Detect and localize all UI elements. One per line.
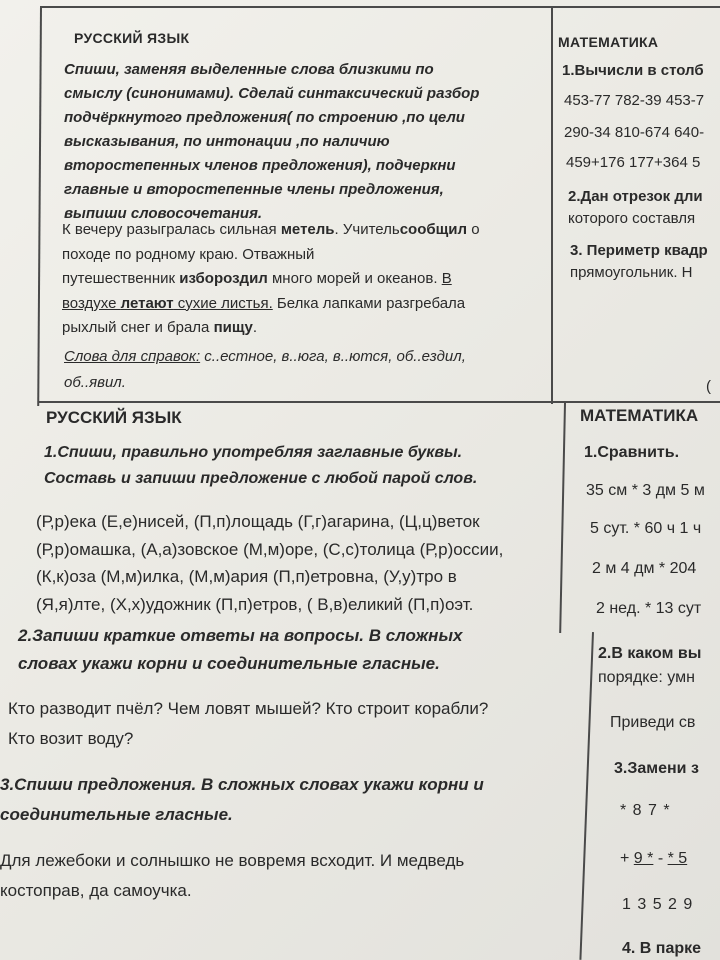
- instruction-line: главные и второстепенные члены предложения,: [64, 181, 444, 198]
- math-row: 459+176 177+364 5: [566, 154, 701, 171]
- instruction-line: выпиши словосочетания.: [64, 205, 263, 222]
- top-exercise-text: [62, 218, 480, 341]
- top-border: [40, 6, 720, 8]
- math-row: 453-77 782-39 453-7: [564, 92, 705, 109]
- compare-row: 2 нед. * 13 сут: [596, 600, 702, 617]
- bottom-right-title: МАТЕМАТИКА: [580, 406, 699, 425]
- reference-words-line: об..явил.: [64, 374, 126, 391]
- math-task-3: 3. Периметр квадр прямоугольник. Н: [570, 242, 708, 281]
- puzzle-row-1: * 8 7 *: [620, 802, 671, 819]
- task-1-instruction: 1.Спиши, правильно употребляя заглавные буквы. Составь и запиши предложение с любой парой слов.: [44, 444, 478, 487]
- text-line: рыхлый снег и брала пищу.: [62, 319, 258, 336]
- highlighted-word: метель: [280, 221, 335, 238]
- math-task-2-example: Приведи св: [610, 714, 696, 731]
- top-column-divider: [551, 6, 553, 404]
- underlined-sentence: воздухе летают сухие листья.: [62, 294, 273, 312]
- instruction-line: второстепенных членов предложения), подчеркни: [64, 157, 456, 174]
- math-task-1-title: 1.Вычисли в столб: [562, 62, 704, 79]
- text-line: путешественник избороздил много морей и океанов. В: [62, 270, 452, 287]
- highlighted-word: избороздил: [179, 270, 268, 287]
- reference-words: [64, 344, 466, 396]
- task-2-text: Кто разводит пчёл? Чем ловят мышей? Кто строит корабли? Кто возит воду?: [8, 699, 489, 748]
- math-task-4-bottom: 4. В парке: [622, 940, 702, 957]
- top-instruction: [64, 58, 479, 226]
- math-task-2: 2.Дан отрезок дли которого составля: [568, 188, 703, 227]
- task-3-text: Для лежебоки и солнышко не вовремя всходит. И медведь костоправ, да самоучка.: [0, 851, 465, 900]
- highlighted-word: сообщил: [399, 221, 468, 238]
- underlined-sentence: В: [441, 270, 452, 287]
- highlighted-word: летают: [120, 294, 174, 312]
- puzzle-row-3: 1 3 5 2 9: [622, 896, 694, 913]
- instruction-line: высказывания, по интонации ,по наличию: [64, 133, 390, 150]
- bottom-left-title: РУССКИЙ ЯЗЫК: [46, 408, 182, 427]
- math-task-3-bottom: 3.Замени з: [614, 760, 699, 777]
- text-line: К вечеру разыгралась сильная метель. Учительсообщил о: [62, 221, 480, 238]
- text-line: походе по родному краю. Отважный: [62, 245, 315, 263]
- instruction-line: подчёркнутого предложения( по строению ,по цели: [64, 109, 465, 126]
- compare-row: 2 м 4 дм * 204: [592, 560, 697, 577]
- compare-row: 35 см * 3 дм 5 м: [586, 482, 705, 499]
- instruction-line: смыслу (синонимами). Сделай синтаксический разбор: [64, 85, 480, 102]
- math-row: 290-34 810-674 640-: [564, 124, 705, 141]
- puzzle-row-2: + 9 * - * 5: [620, 850, 688, 867]
- instruction-line: Спиши, заменяя выделенные слова близкими по: [64, 61, 434, 78]
- task-2-instruction: 2.Запиши краткие ответы на вопросы. В сложных словах укажи корни и соединительные гласные.: [18, 626, 463, 673]
- math-corner-mark: (: [706, 378, 711, 395]
- left-border: [37, 6, 42, 406]
- bottom-column-divider: [559, 403, 566, 633]
- highlighted-word: пищу: [213, 319, 253, 336]
- task-1-text: (Р,р)ека (Е,е)нисей, (П,п)лощадь (Г,г)агарина, (Ц,ц)веток (Р,р)омашка, (А,а)зовское (М,м)оре, (С,с)толица (Р,р)оссии, (К,к)оза (М,м)илка, (М,м)ария (П,п)етровна, (У,у)тро в (Я,я)лте, (Х,х)удожник (П,п)етров, ( В,в)еликий (П,п)оэт.: [36, 512, 504, 614]
- text-line: воздухе летают сухие листья. Белка лапками разгребала: [62, 294, 466, 312]
- top-right-title: МАТЕМАТИКА: [558, 34, 659, 50]
- bottom-column-divider-lower: [579, 632, 594, 960]
- compare-task-title: 1.Сравнить.: [584, 444, 680, 461]
- section-divider: [38, 401, 720, 403]
- task-3-instruction: 3.Спиши предложения. В сложных словах укажи корни и соединительные гласные.: [0, 775, 484, 824]
- math-task-2-bottom: 2.В каком вы порядке: умн: [598, 645, 702, 686]
- reference-words-line: с..естное, в..юга, в..ются, об..ездил,: [200, 348, 466, 365]
- top-left-title: РУССКИЙ ЯЗЫК: [74, 30, 190, 46]
- reference-label: Слова для справок:: [64, 348, 201, 365]
- compare-row: 5 сут. * 60 ч 1 ч: [590, 520, 702, 537]
